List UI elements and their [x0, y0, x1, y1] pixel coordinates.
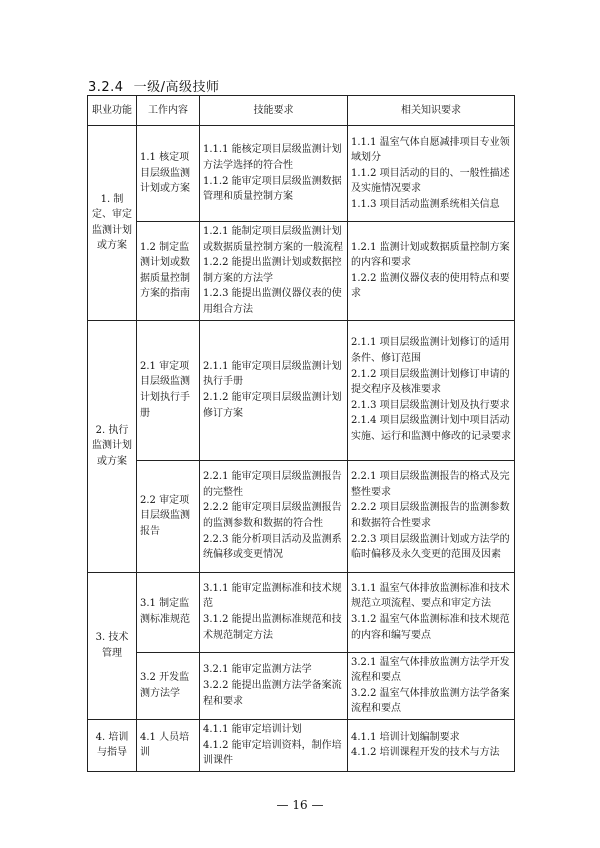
skill-cell	[200, 126, 348, 222]
section-title: 一级/高级技师	[133, 80, 220, 95]
column-header: 工作内容	[137, 96, 200, 126]
skill-item: 3.1.1 能审定监测标准和技术规范	[203, 582, 342, 610]
table-row	[88, 320, 515, 460]
knowledge-item: 3.2.1 温室气体排放监测方法学开发流程和要点	[351, 656, 510, 684]
knowledge-item: 3.2.2 温室气体排放监测方法学备案流程和要点	[351, 687, 510, 715]
skill-item: 2.2.2 能审定项目层级监测报告的监测参数和数据的符合性	[203, 502, 342, 530]
skill-item: 1.2.1 能制定项目层级监测计划或数据质量控制方案的一般流程	[203, 226, 343, 253]
column-header: 职业功能	[88, 96, 137, 126]
knowledge-cell	[348, 572, 515, 652]
skill-cell	[200, 719, 348, 771]
section-heading	[88, 76, 219, 95]
knowledge-item: 1.1.1 温室气体自愿减排项目专业领域划分	[351, 136, 510, 164]
skill-cell	[200, 222, 348, 321]
knowledge-item: 3.1.1 温室气体排放监测标准和技术规范立项流程、要点和审定方法	[351, 582, 510, 610]
knowledge-cell	[348, 652, 515, 719]
work-content-cell: 2.1 审定项目层级监测计划执行手册	[137, 320, 200, 460]
knowledge-item: 2.2.3 项目层级监测计划或方法学的临时偏移及永久变更的范围及因素	[351, 533, 510, 561]
skill-cell	[200, 652, 348, 719]
function-cell: 2. 执行监测计划或方案	[88, 320, 137, 572]
skill-cell	[200, 460, 348, 572]
skill-item: 3.2.1 能审定监测方法学	[203, 664, 312, 676]
skill-requirements-table	[87, 95, 515, 772]
knowledge-cell	[348, 320, 515, 460]
skill-item: 4.1.1 能审定培训计划	[203, 723, 302, 735]
skill-cell	[200, 320, 348, 460]
skill-item: 2.2.1 能审定项目层级监测报告的完整性	[203, 471, 342, 498]
table-header-row	[88, 96, 515, 126]
work-content-cell: 3.1 制定监测标准规范	[137, 572, 200, 652]
skill-item: 1.2.3 能提出监测仪器仪表的使用组合方法	[203, 288, 342, 315]
column-header: 技能要求	[200, 96, 348, 126]
work-content-cell: 1.2 制定监测计划或数据质量控制方案的指南	[137, 222, 200, 321]
knowledge-item: 2.1.3 项目层级监测计划及执行要求	[351, 399, 510, 411]
page-number: — 16 —	[276, 798, 324, 812]
knowledge-item: 2.2.1 项目层级监测报告的格式及完整性要求	[351, 471, 510, 498]
table-row	[88, 572, 515, 652]
work-content-cell: 4.1 人员培训	[137, 719, 200, 771]
knowledge-item: 2.2.2 项目层级监测报告的监测参数和数据符合性要求	[351, 502, 510, 530]
column-header: 相关知识要求	[348, 96, 515, 126]
skill-item: 2.1.2 能审定项目层级监测计划修订方案	[203, 392, 342, 419]
function-cell: 3. 技术管理	[88, 572, 137, 719]
function-cell: 1. 制定、审定监测计划或方案	[88, 126, 137, 321]
table-row	[88, 652, 515, 719]
skill-item: 3.1.2 能提出监测标准规范和技术规范制定方法	[203, 614, 342, 641]
skill-item: 2.2.3 能分析项目活动及监测系统偏移或变更情况	[203, 533, 342, 561]
skill-item: 2.1.1 能审定项目层级监测计划执行手册	[203, 360, 342, 388]
function-cell: 4. 培训与指导	[88, 719, 137, 771]
knowledge-cell	[348, 460, 515, 572]
skill-item: 1.1.1 能核定项目层级监测计划方法学选择的符合性	[203, 144, 342, 171]
knowledge-item: 2.1.1 项目层级监测计划修订的适用条件、修订范围	[351, 337, 510, 365]
skill-item: 1.1.2 能审定项目层级监测数据管理和质量控制方案	[203, 175, 342, 203]
knowledge-item: 1.1.2 项目活动的目的、一般性描述及实施情况要求	[351, 167, 510, 195]
table-row	[88, 719, 515, 771]
knowledge-item: 1.2.1 监测计划或数据质量控制方案的内容和要求	[351, 241, 510, 269]
knowledge-cell	[348, 126, 515, 222]
knowledge-item: 1.1.3 项目活动监测系统相关信息	[351, 198, 500, 210]
skill-item: 4.1.2 能审定培训资料，制作培训课件	[203, 739, 342, 767]
work-content-cell: 2.2 审定项目层级监测报告	[137, 460, 200, 572]
knowledge-cell	[348, 222, 515, 321]
skill-item: 3.2.2 能提出监测方法学备案流程和要求	[203, 679, 342, 707]
skill-cell	[200, 572, 348, 652]
table-row	[88, 126, 515, 222]
knowledge-item: 2.1.4 项目层级监测计划中项目活动实施、运行和监测中修改的记录要求	[351, 415, 511, 443]
table-row	[88, 222, 515, 321]
work-content-cell: 1.1 核定项目层级监测计划或方案	[137, 126, 200, 222]
table-row	[88, 460, 515, 572]
knowledge-item: 4.1.2 培训课程开发的技术与方法	[351, 747, 500, 759]
skill-item: 1.2.2 能提出监测计划或数据控制方案的方法学	[203, 257, 342, 284]
section-number: 3.2.4	[88, 80, 124, 95]
knowledge-item: 2.1.2 项目层级监测计划修订申请的提交程序及核准要求	[351, 368, 510, 396]
knowledge-cell	[348, 719, 515, 771]
knowledge-item: 1.2.2 监测仪器仪表的使用特点和要求	[351, 272, 510, 300]
knowledge-item: 3.1.2 温室气体监测标准和技术规范的内容和编写要点	[351, 614, 510, 641]
knowledge-item: 4.1.1 培训计划编制要求	[351, 731, 460, 743]
work-content-cell: 3.2 开发监测方法学	[137, 652, 200, 719]
